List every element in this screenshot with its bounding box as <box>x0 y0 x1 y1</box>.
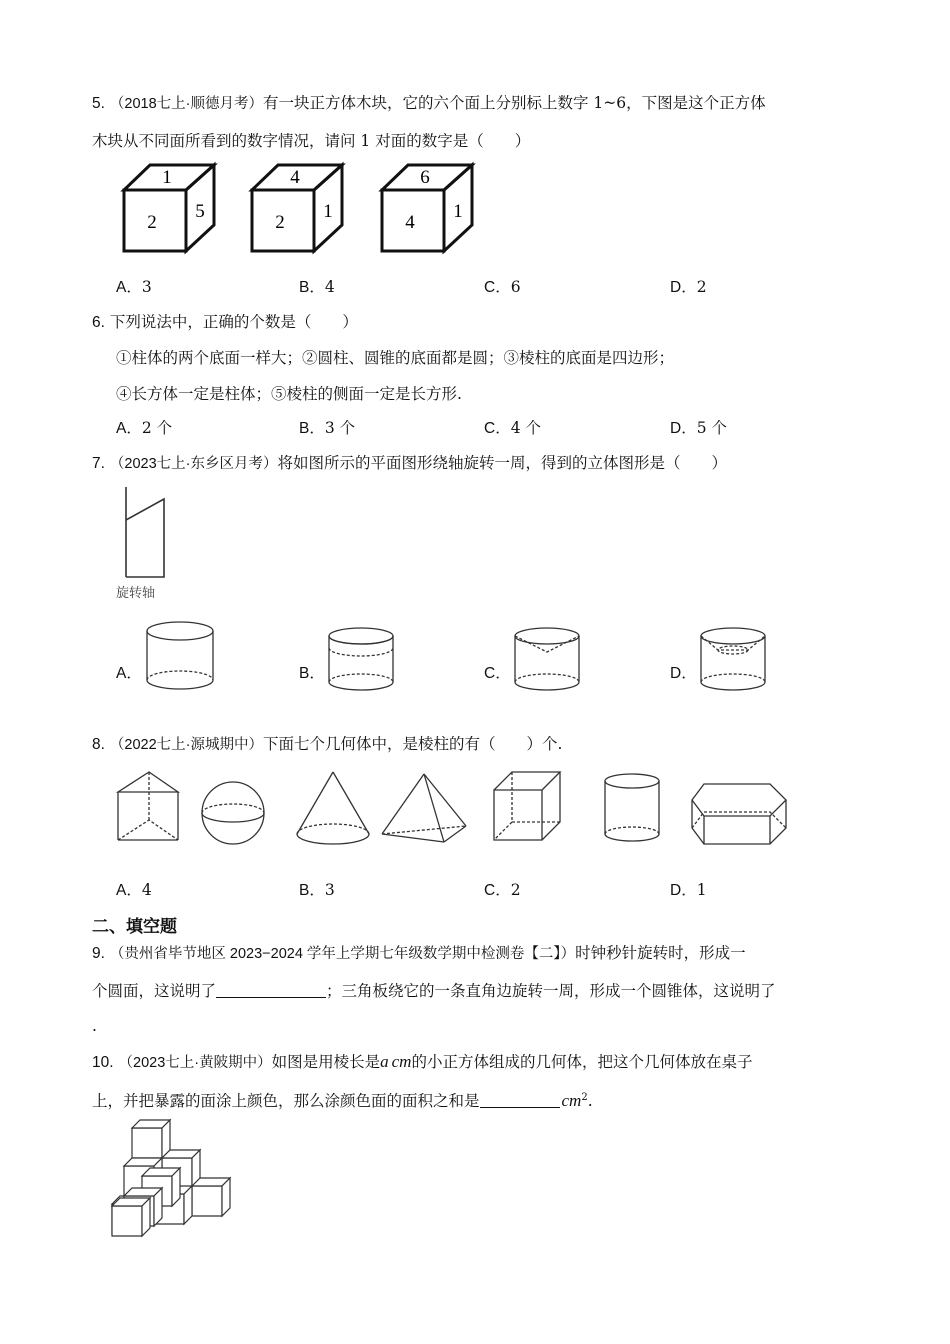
q5-cube-2-side: 1 <box>323 201 333 222</box>
q8-option-b[interactable] <box>299 879 335 902</box>
q8-option-d[interactable] <box>670 879 707 902</box>
q9-text2b: ；三角板绕它的一条直角边旋转一周，形成一个圆锥体，这说明了 <box>326 982 776 1000</box>
q7-option-d[interactable] <box>670 662 697 685</box>
q6-number: 6. <box>92 314 105 331</box>
q8-solid-cylinder <box>602 772 662 844</box>
q7-option-d-letter: D． <box>670 665 697 682</box>
section-fill-blank-title: 二、填空题 <box>92 917 177 936</box>
q6-option-d[interactable] <box>670 417 727 440</box>
q9-line1 <box>92 942 746 965</box>
q6-option-c-value: 4 个 <box>510 419 541 437</box>
q5-option-c-letter: C． <box>484 279 511 296</box>
q6-line1 <box>92 311 358 334</box>
q7-axis-caption: 旋转轴 <box>116 585 156 600</box>
q8-option-a[interactable] <box>116 879 152 902</box>
q10-end: . <box>587 1092 593 1111</box>
q6-option-c-letter: C． <box>484 420 511 437</box>
q7-source: （2023七上·东乡区月考） <box>109 456 278 472</box>
q7-number: 7. <box>92 455 105 472</box>
q5-option-b-value: 4 <box>324 278 335 296</box>
q6-text: 下列说法中，正确的个数是（ ） <box>109 313 358 331</box>
q8-solid-triangular-prism <box>112 770 182 844</box>
q9-source: （贵州省毕节地区 2023−2024 学年上学期七年级数学期中检测卷【二】） <box>109 946 576 962</box>
q7-option-a-cylinder <box>144 620 216 692</box>
q10-number: 10. <box>92 1054 114 1071</box>
q5-option-a-value: 3 <box>141 278 152 296</box>
q8-option-d-value: 1 <box>696 881 707 899</box>
q5-line1 <box>92 92 766 115</box>
q7-option-b-hollow-cylinder <box>326 626 396 692</box>
q6-option-a-value: 2 个 <box>141 419 173 437</box>
q8-option-a-value: 4 <box>141 881 152 899</box>
q8-line1 <box>92 733 562 756</box>
q9-line3 <box>92 1015 97 1037</box>
q7-option-c-cylinder-cone-cut <box>512 626 582 692</box>
q9-text3: . <box>92 1017 97 1035</box>
q8-text: 下面七个几何体中，是棱柱的有（ ）个. <box>262 735 563 753</box>
q8-option-c-value: 2 <box>510 881 521 899</box>
q6-option-b-value: 3 个 <box>324 419 356 437</box>
q5-option-a[interactable] <box>116 276 152 299</box>
q6-option-b[interactable] <box>299 417 355 440</box>
q10-stacked-cubes-figure <box>110 1118 236 1236</box>
q5-cube-2 <box>250 163 345 255</box>
q5-cube-1-top: 1 <box>162 167 172 188</box>
q8-option-a-letter: A． <box>116 882 142 899</box>
q10-line1 <box>92 1051 752 1074</box>
q8-number: 8. <box>92 736 105 753</box>
q8-solid-cube <box>492 770 564 844</box>
q8-solid-sphere <box>200 780 266 846</box>
q5-number: 5. <box>92 95 105 112</box>
q10-source: （2023七上·黄陂期中） <box>118 1055 272 1071</box>
q5-cube-3 <box>380 163 475 255</box>
q5-option-a-letter: A． <box>116 279 142 296</box>
q5-cube-2-front: 2 <box>275 212 285 233</box>
q6-statement-2: ④长方体一定是柱体；⑤棱柱的侧面一定是长方形. <box>116 385 462 403</box>
q5-cube-2-top: 4 <box>290 167 300 188</box>
q5-option-d[interactable] <box>670 276 707 299</box>
q10-blank-1[interactable] <box>480 1091 560 1108</box>
q7-plane-figure <box>120 487 170 579</box>
q7-option-b-letter: B． <box>299 665 325 682</box>
q5-text1: 有一块正方体木块，它的六个面上分别标上数字 1~6，下图是这个正方体 <box>262 94 766 112</box>
q9-blank-1[interactable] <box>216 981 326 998</box>
q10-line2 <box>92 1087 593 1112</box>
q5-cube-3-top: 6 <box>420 167 430 188</box>
q7-option-a[interactable] <box>116 662 142 685</box>
q7-option-c[interactable] <box>484 662 511 685</box>
q5-option-c[interactable] <box>484 276 521 299</box>
q6-option-c[interactable] <box>484 417 541 440</box>
q8-option-d-letter: D． <box>670 882 697 899</box>
q10-unit-cm: cm <box>391 1052 412 1071</box>
q9-text1: 时钟秒针旋转时，形成一 <box>575 944 746 962</box>
q7-line1 <box>92 452 727 475</box>
q8-option-b-letter: B． <box>299 882 325 899</box>
q6-statement-1: ①柱体的两个底面一样大；②圆柱、圆锥的底面都是圆；③棱柱的底面是四边形； <box>116 349 675 367</box>
q9-number: 9. <box>92 945 105 962</box>
q7-option-d-cylinder-frustum-cut <box>698 626 768 692</box>
q5-cube-1-side: 5 <box>195 201 205 222</box>
q8-solid-pyramid <box>380 772 470 846</box>
q8-option-b-value: 3 <box>324 881 335 899</box>
q6-option-a[interactable] <box>116 417 172 440</box>
q8-solid-cone <box>294 770 372 848</box>
q10-text1a: 如图是用棱长是 <box>271 1053 381 1071</box>
q5-cube-1 <box>122 163 217 255</box>
q7-text: 将如图所示的平面图形绕轴旋转一周，得到的立体图形是（ ） <box>277 454 727 472</box>
q6-option-d-value: 5 个 <box>696 419 727 437</box>
q7-option-c-letter: C． <box>484 665 511 682</box>
q10-power: 2 <box>581 1092 588 1103</box>
q8-option-c[interactable] <box>484 879 521 902</box>
q6-option-b-letter: B． <box>299 420 325 437</box>
q8-source: （2022七上·源城期中） <box>109 737 263 753</box>
q5-cube-3-side: 1 <box>453 201 463 222</box>
q7-option-b[interactable] <box>299 662 325 685</box>
q9-text2a: 个圆面，这说明了 <box>92 982 217 1000</box>
q5-line2: 木块从不同面所看到的数字情况，请问 1 对面的数字是（ ） <box>92 132 531 150</box>
q5-option-c-value: 6 <box>510 278 521 296</box>
q9-line2 <box>92 980 776 1002</box>
q8-option-c-letter: C． <box>484 882 511 899</box>
q5-cube-3-front: 4 <box>405 212 415 233</box>
q5-option-d-letter: D． <box>670 279 697 296</box>
q10-var-a: a <box>380 1052 389 1071</box>
q10-text1b: 的小正方体组成的几何体，把这个几何体放在桌子 <box>411 1053 753 1071</box>
q5-option-d-value: 2 <box>696 278 707 296</box>
q10-unit-area: cm <box>561 1091 582 1111</box>
q7-option-a-letter: A． <box>116 665 142 682</box>
q8-solid-hexagonal-prism <box>690 782 790 848</box>
q5-option-b[interactable] <box>299 276 335 299</box>
q6-option-a-letter: A． <box>116 420 142 437</box>
q5-option-b-letter: B． <box>299 279 325 296</box>
q6-option-d-letter: D． <box>670 420 697 437</box>
q5-cube-1-front: 2 <box>147 212 157 233</box>
q5-source: （2018七上·顺德月考） <box>109 96 263 112</box>
q10-text2a: 上，并把暴露的面涂上颜色，那么涂颜色面的面积之和是 <box>92 1092 480 1111</box>
